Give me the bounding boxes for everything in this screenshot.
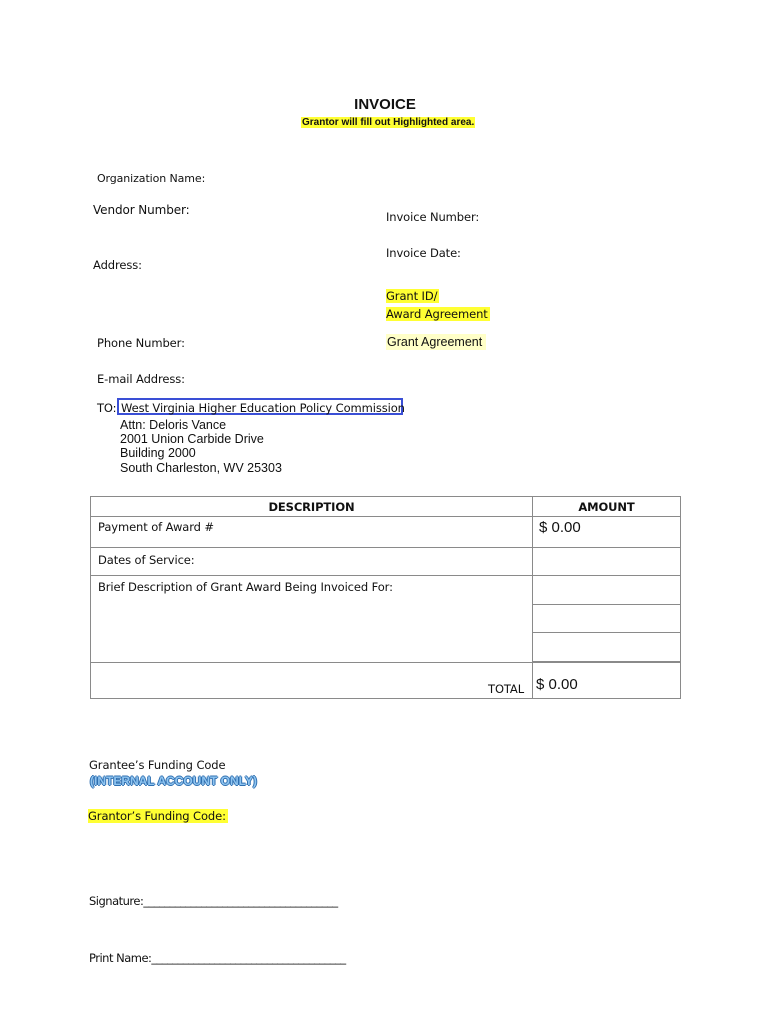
grantee-funding-code-label: Grantee’s Funding Code [89, 758, 226, 772]
grantor-funding-code-label: Grantor’s Funding Code: [88, 809, 226, 823]
print-name-line[interactable]: Print Name:_____________________________________ [89, 951, 346, 965]
brief-description-label: Brief Description of Grant Award Being Invoiced For: [98, 580, 393, 594]
payment-cell[interactable] [91, 517, 533, 548]
amount-cell[interactable] [533, 605, 681, 633]
internal-account-note: (INTERNAL ACCOUNT ONLY) [90, 774, 257, 788]
recipient-name: West Virginia Higher Education Policy Commission [121, 401, 405, 415]
amount-header-text: AMOUNT [578, 500, 635, 514]
total-amount-cell[interactable] [533, 663, 681, 699]
email-address-label: E-mail Address: [97, 372, 185, 386]
table-row [91, 548, 681, 576]
to-label: TO: [97, 401, 117, 415]
amount-cell[interactable] [533, 633, 681, 662]
award-agreement-label: Award Agreement [386, 307, 488, 321]
invoice-date-label: Invoice Date: [386, 246, 461, 260]
table-row [91, 576, 681, 605]
brief-description-cell[interactable] [91, 576, 533, 663]
payment-amount-cell[interactable] [533, 517, 681, 548]
total-label: TOTAL [488, 682, 524, 696]
grant-id-label: Grant ID/ [386, 289, 438, 303]
recipient-street: 2001 Union Carbide Drive [120, 432, 264, 446]
invoice-number-label: Invoice Number: [386, 210, 480, 224]
dates-label: Dates of Service: [98, 553, 195, 567]
description-header-text: DESCRIPTION [268, 500, 355, 514]
invoice-table [90, 496, 681, 699]
amount-cell[interactable] [533, 576, 681, 605]
payment-amount: $ 0.00 [539, 519, 581, 536]
address-label: Address: [93, 258, 142, 272]
total-row [91, 663, 681, 699]
table-row [91, 517, 681, 548]
phone-number-label: Phone Number: [97, 336, 185, 350]
total-amount: $ 0.00 [536, 676, 578, 693]
organization-name-label: Organization Name: [97, 172, 206, 185]
signature-line[interactable]: Signature:_____________________________________ [89, 894, 338, 908]
grant-agreement-field[interactable]: Grant Agreement [386, 334, 486, 350]
recipient-building: Building 2000 [120, 446, 196, 460]
total-label-cell [91, 663, 533, 699]
invoice-title: INVOICE [354, 96, 416, 113]
table-header-row [91, 497, 681, 517]
amount-header [533, 497, 681, 517]
payment-label: Payment of Award # [98, 520, 214, 534]
description-header [91, 497, 533, 517]
recipient-city: South Charleston, WV 25303 [120, 461, 282, 475]
dates-cell[interactable] [91, 548, 533, 576]
dates-amount-cell[interactable] [533, 548, 681, 576]
vendor-number-label: Vendor Number: [93, 203, 190, 217]
grantor-instruction: Grantor will fill out Highlighted area. [302, 117, 475, 128]
recipient-attn: Attn: Deloris Vance [120, 418, 227, 432]
